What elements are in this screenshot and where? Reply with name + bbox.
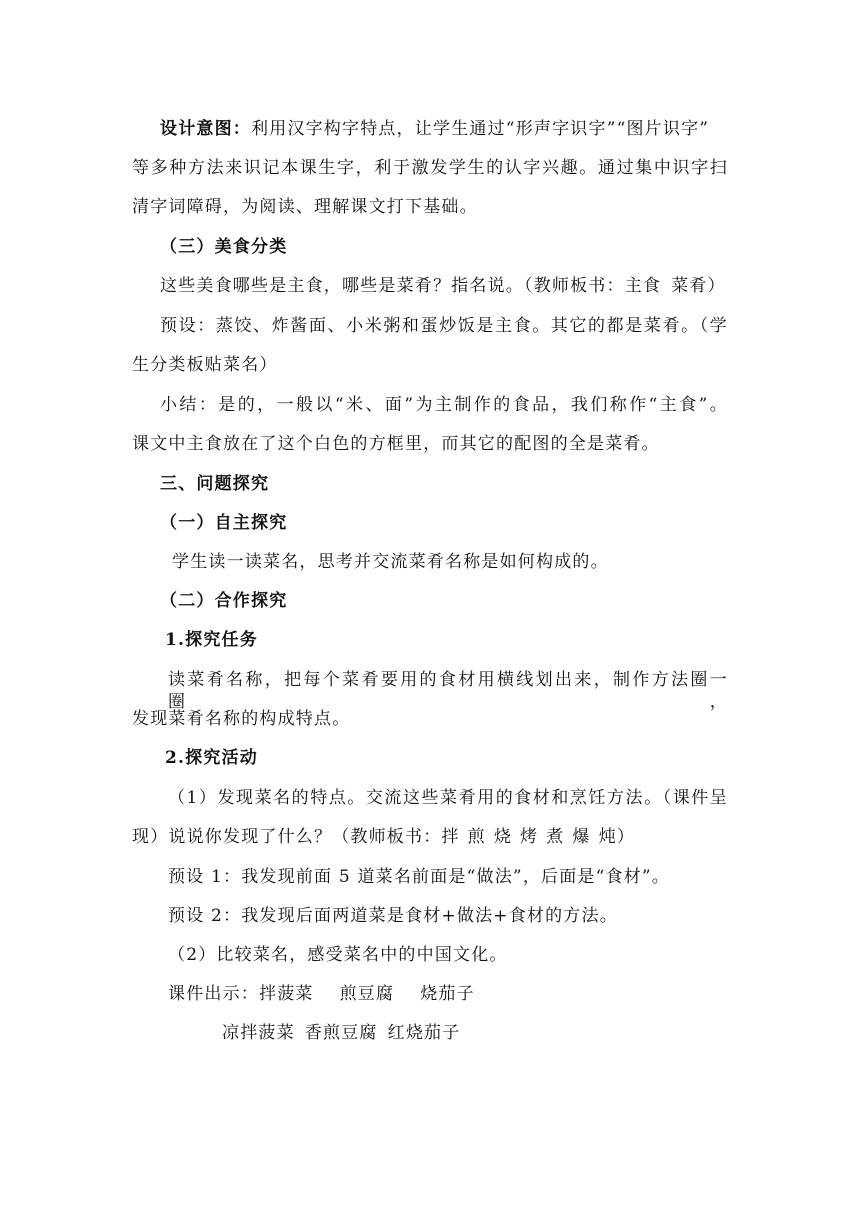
food-preset-line-1: 预设：蒸饺、炸酱面、小米粥和蛋炒饭是主食。其它的都是菜肴。（学 [160,316,728,336]
food-question-line [160,275,726,297]
food-question-tail: 菜肴） [671,276,726,296]
intent-line-2: 等多种方法来识记本课生字，利于激发学生的认字兴趣。通过集中识字扫 [132,158,728,178]
courseware-label: 课件出示： [168,984,259,1004]
activity-1-end: ） [616,827,636,847]
task-line-2: 发现菜肴名称的构成特点。 [132,709,351,729]
activity-2: （2）比较菜名，感受菜名中的中国文化。 [168,945,508,965]
task-line-1: 读菜肴名称，把每个菜肴要用的食材用横线划出来，制作方法圈一圈， [168,670,728,712]
activity-1-text: 现）说说你发现了什么？（教师板书： [132,827,442,847]
dish-name: 烧茄子 [420,984,475,1004]
board-word: 炖 [598,827,617,847]
board-word: 爆 [572,827,591,847]
preset-a: 预设 1：我发现前面 5 道菜名前面是“做法”，后面是“食材”。 [168,867,671,887]
courseware-row-1 [168,983,475,1005]
task-heading: 1.探究任务 [165,630,258,650]
sub1-text: 学生读一读菜名，思考并交流菜肴名称是如何构成的。 [172,552,609,572]
section3-heading: 三、问题探究 [160,474,270,494]
section-food-heading: （三）美食分类 [160,237,288,257]
activity-1-line-1: （1）发现菜名的特点。交流这些菜肴用的食材和烹饪方法。（课件呈 [168,788,728,808]
activity-heading: 2.探究活动 [165,748,258,768]
board-word: 烧 [493,827,513,847]
food-preset-line-2: 生分类板贴菜名） [132,355,278,375]
food-question: 这些美食哪些是主食，哪些是菜肴？指名说。（教师板书：主食 [160,276,662,296]
intent-text-1: 利用汉字构字特点，让学生通过“形声字识字”“图片识字” [251,119,710,139]
board-word: 拌 [441,827,460,847]
board-word: 煮 [546,827,565,847]
sub2-heading: （二）合作探究 [160,591,288,611]
activity-1-line-2 [132,826,635,848]
intent-line-1 [160,118,709,140]
preset-b: 预设 2：我发现后面两道菜是食材+做法+食材的方法。 [168,906,618,926]
courseware-row-2 [222,1022,460,1044]
board-word: 烤 [520,827,539,847]
dish-name: 香煎豆腐 [304,1023,378,1043]
intent-label: 设计意图： [160,119,251,139]
food-summary-line-2: 课文中主食放在了这个白色的方框里，而其它的配图的全是菜肴。 [132,434,660,454]
food-summary-line-1: 小结：是的，一般以“米、面”为主制作的食品，我们称作“主食”。 [160,395,728,415]
dish-name: 煎豆腐 [339,984,395,1004]
dish-name: 凉拌菠菜 [222,1023,295,1043]
intent-line-3: 清字词障碍，为阅读、理解课文打下基础。 [132,197,478,217]
dish-name: 拌菠菜 [259,984,314,1004]
dish-name: 红烧茄子 [387,1023,461,1043]
sub1-heading: （一）自主探究 [160,513,288,533]
board-word: 煎 [467,827,486,847]
